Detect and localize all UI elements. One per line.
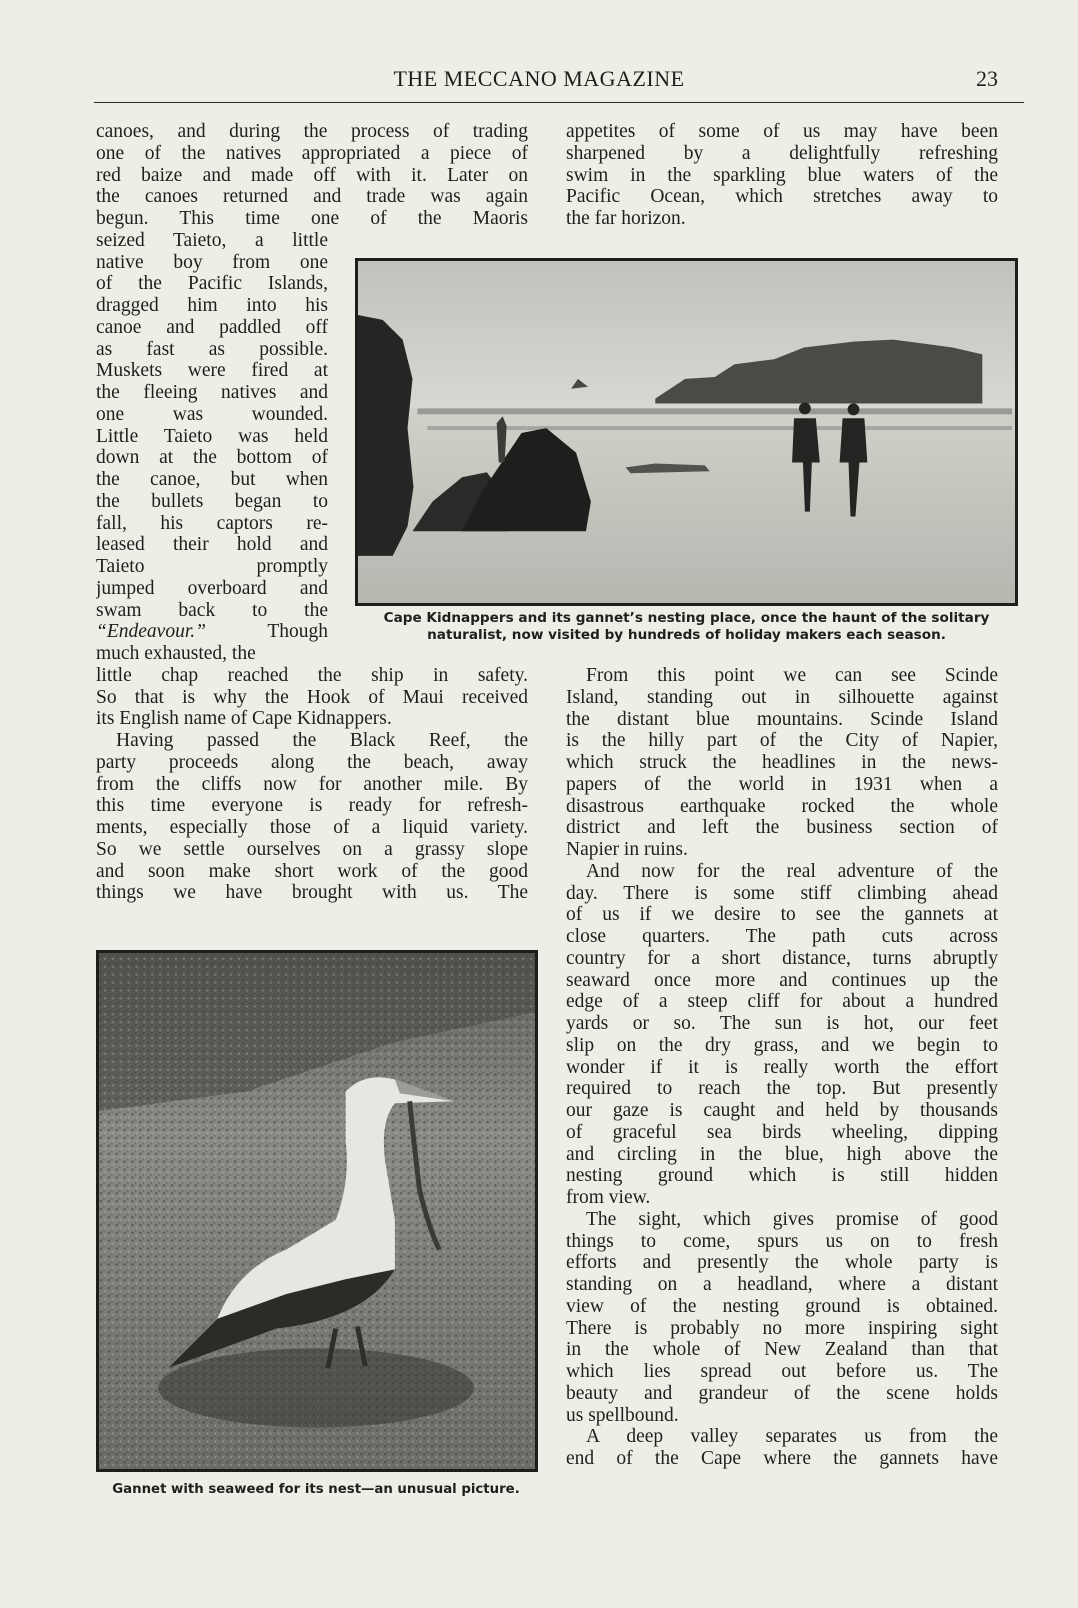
body-text-line: yards or so. The sun is hot, our feet <box>566 1013 998 1034</box>
body-text-line: party proceeds along the beach, away <box>96 751 528 773</box>
body-text-line: and soon make short work of the good <box>96 860 528 882</box>
body-text-line: close quarters. The path cuts across <box>566 926 998 947</box>
body-text-line: in the whole of New Zealand than that <box>566 1339 998 1361</box>
body-text-line: of us if we desire to see the gannets at <box>566 904 998 926</box>
body-text-line: fall, his captors re- <box>96 512 328 534</box>
gannet-photo <box>96 950 538 1472</box>
body-text-line: seized Taieto, a little <box>96 229 328 251</box>
header-divider <box>94 102 1024 103</box>
body-text-line: The sight, which gives promise of good <box>586 1208 998 1230</box>
body-text-line: Taieto promptly <box>96 556 328 577</box>
body-text-line: begun. This time one of the Maoris <box>96 208 528 229</box>
body-text-line: slip on the dry grass, and we begin to <box>566 1034 998 1056</box>
body-text-line: the fleeing natives and <box>96 382 328 403</box>
body-text-line: Having passed the Black Reef, the <box>116 730 528 751</box>
body-text-line: Napier in ruins. <box>566 839 688 860</box>
body-text-line: which lies spread out before us. The <box>566 1361 998 1382</box>
body-text-line: native boy from one <box>96 251 328 273</box>
body-text-line: things to come, spurs us on to fresh <box>566 1230 998 1252</box>
body-text-line: jumped overboard and <box>96 577 328 599</box>
body-text-line: There is probably no more inspiring sight <box>566 1317 998 1339</box>
body-text-line: is the hilly part of the City of Napier, <box>566 730 998 752</box>
body-text-line: edge of a steep cliff for about a hundred <box>566 991 998 1013</box>
body-text-line: things we have brought with us. The <box>96 882 528 904</box>
body-text-line: the canoes returned and trade was again <box>96 186 528 208</box>
body-text-line: swim in the sparkling blue waters of the <box>566 164 998 186</box>
body-text-line: our gaze is caught and held by thousands <box>566 1100 998 1121</box>
body-text-line: from view. <box>566 1187 651 1208</box>
body-text-line: papers of the world in 1931 when a <box>566 773 998 795</box>
body-text-line: the bullets began to <box>96 490 328 512</box>
body-text-line: nesting ground which is still hidden <box>566 1165 998 1187</box>
body-text-line: efforts and presently the whole party is <box>566 1252 998 1274</box>
gannet-photo-caption: Gannet with seaweed for its nest—an unusual picture. <box>112 1482 520 1497</box>
body-text-line: of the Pacific Islands, <box>96 273 328 295</box>
body-text-line: down at the bottom of <box>96 447 328 469</box>
body-text-line: much exhausted, the <box>96 643 256 664</box>
body-text-line: of graceful sea birds wheeling, dipping <box>566 1121 998 1143</box>
body-text-line: district and left the business section of <box>566 817 998 839</box>
body-text-line: “Endeavour.” Though <box>96 621 328 643</box>
cape-kidnappers-photo <box>355 258 1018 606</box>
body-text-line: beauty and grandeur of the scene holds <box>566 1382 998 1404</box>
body-text-line: seaward once more and continues up the <box>566 969 998 991</box>
body-text-line: Little Taieto was held <box>96 425 328 447</box>
body-text-line: leased their hold and <box>96 534 328 556</box>
body-text-line: And now for the real adventure of the <box>586 860 998 882</box>
body-text-line: one was wounded. <box>96 403 328 425</box>
cape-photo-caption-line-1: Cape Kidnappers and its gannet’s nesting place, once the haunt of the solitary <box>383 610 990 626</box>
body-text-line: country for a short distance, turns abruptly <box>566 947 998 969</box>
body-text-line: ments, especially those of a liquid variety. <box>96 817 528 838</box>
body-text-line: one of the natives appropriated a piece of <box>96 142 528 164</box>
body-text-line: the distant blue mountains. Scinde Island <box>566 708 998 730</box>
body-text-line: day. There is some stiff climbing ahead <box>566 882 998 904</box>
body-text-line: wonder if it is really worth the effort <box>566 1056 998 1078</box>
body-text-line: sharpened by a delightfully refreshing <box>566 142 998 164</box>
body-text-line: Island, standing out in silhouette against <box>566 686 998 708</box>
body-text-line: So that is why the Hook of Maui received <box>96 686 528 708</box>
body-text-line: view of the nesting ground is obtained. <box>566 1295 998 1317</box>
body-text-line: its English name of Cape Kidnappers. <box>96 708 392 730</box>
body-text-line: from the cliffs now for another mile. By <box>96 773 528 795</box>
page-number: 23 <box>976 66 998 91</box>
body-text-line: red baize and made off with it. Later on <box>96 164 528 186</box>
body-text-line: canoes, and during the process of trading <box>96 121 528 142</box>
body-text-line: From this point we can see Scinde <box>586 665 998 686</box>
page-title: THE MECCANO MAGAZINE <box>393 66 685 91</box>
body-text-line: the far horizon. <box>566 208 686 229</box>
body-text-line: So we settle ourselves on a grassy slope <box>96 838 528 860</box>
body-text-line: Pacific Ocean, which stretches away to <box>566 186 998 208</box>
body-text-line: appetites of some of us may have been <box>566 121 998 142</box>
body-text-line: standing on a headland, where a distant <box>566 1274 998 1295</box>
body-text-line: dragged him into his <box>96 295 328 316</box>
body-text-line: little chap reached the ship in safety. <box>96 664 528 686</box>
body-text-line: and circling in the blue, high above the <box>566 1143 998 1165</box>
body-text-line: end of the Cape where the gannets have <box>566 1448 998 1469</box>
body-text-line: as fast as possible. <box>96 338 328 360</box>
cape-photo-caption-line-2: naturalist, now visited by hundreds of holiday makers each season. <box>427 627 946 643</box>
body-text-line: A deep valley separates us from the <box>586 1426 998 1448</box>
body-text-line: the canoe, but when <box>96 469 328 490</box>
body-text-line: this time everyone is ready for refresh- <box>96 795 528 817</box>
body-text-line: required to reach the top. But presently <box>566 1078 998 1100</box>
body-text-line: swam back to the <box>96 599 328 621</box>
body-text-line: disastrous earthquake rocked the whole <box>566 795 998 817</box>
body-text-line: Muskets were fired at <box>96 360 328 382</box>
body-text-line: us spellbound. <box>566 1404 679 1426</box>
body-text-line: which struck the headlines in the news- <box>566 752 998 773</box>
body-text-line: canoe and paddled off <box>96 316 328 338</box>
